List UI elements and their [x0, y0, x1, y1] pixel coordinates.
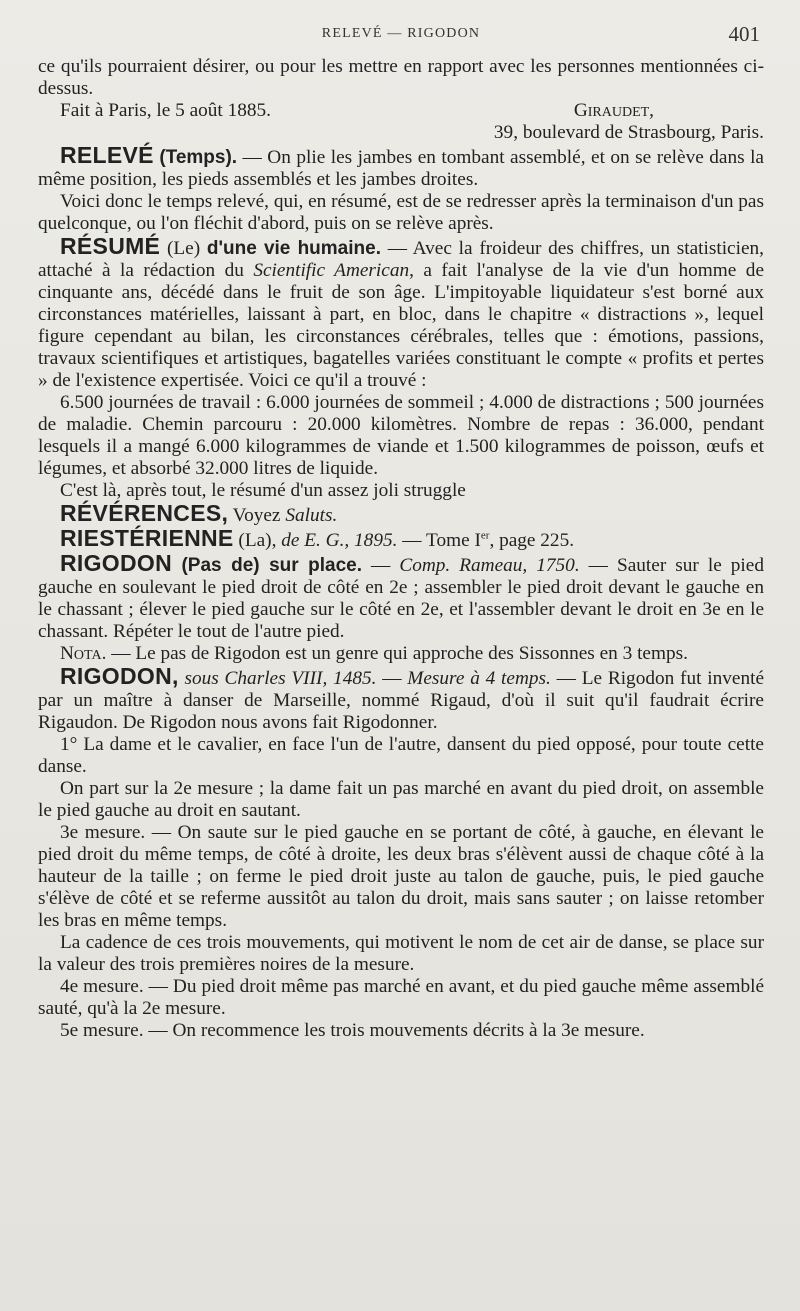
- paragraph-step-6: 5e mesure. — On recommence les trois mouvements décrits à la 3e mesure.: [60, 1020, 645, 1041]
- entry-rigodon-2-ital-1: sous Charles VIII, 1485.: [178, 668, 377, 689]
- headword-reverences: RÉVÉRENCES,: [60, 500, 229, 526]
- running-header: [38, 22, 764, 56]
- signature-date: Fait à Paris, le 5 août 1885.: [60, 100, 271, 121]
- entry-riesterienne-text-2: — Tome I: [397, 530, 481, 551]
- entry-releve: [38, 144, 764, 191]
- headword-resume-sub: d'une vie humaine.: [206, 238, 381, 259]
- paragraph-releve-2: Voici donc le temps relevé, qui, en résumé, est de se redresser après la terminaison d'un pas quelconque, ou l'on fléchit d'abord, puis on se relève après.: [38, 191, 764, 234]
- entry-reverences-text: Voyez: [228, 505, 286, 526]
- entry-releve-text: — On plie les jambes en tombant assemblé, et on se relève dans la même position, les pieds assemblés et les jambes droites.: [38, 147, 764, 190]
- entry-rigodon-1: [38, 552, 764, 643]
- signature-address: 39, boulevard de Strasbourg, Paris.: [493, 122, 764, 143]
- entry-riesterienne-text-1: (La),: [233, 530, 282, 551]
- entry-riesterienne-ital: de E. G., 1895.: [281, 530, 398, 551]
- entry-resume-text-2: , a fait l'analyse de la vie d'un homme de cinquante ans, décédé dans le fruit de son âge. L'impitoyable liquidateur s'est borné aux circonstances matérielles, laissant à part, en bloc, dans le chapitre « distractions », lequel figure cependant au bilan, les circonstances cérébrales, telles que : émotions, passions, travaux scientifiques et artistiques, bagatelles variées constituant le compte « profits et pertes » de l'existence expertisée. Voici ce qu'il a trouvé :: [38, 260, 765, 391]
- entry-rigodon-2-text: — Le Rigodon fut inventé par un maître à danser de Marseille, nommé Rigaud, d'où il suit qu'il faudrait écrire Rigaudon. De Rigodon nous avons fait Rigodonner.: [38, 668, 765, 733]
- signature-line: [38, 100, 764, 122]
- nota-label: Nota.: [60, 643, 107, 664]
- entry-rigodon-2: [38, 665, 764, 734]
- headword-releve: RELEVÉ: [60, 142, 154, 168]
- entry-reverences-ref: Saluts.: [285, 505, 338, 526]
- headword-riesterienne: RIESTÉRIENNE: [60, 525, 234, 551]
- headword-resume: RÉSUMÉ: [60, 233, 161, 259]
- entry-rigodon-1-text: — Sauter sur le pied gauche en soulevant le pied droit de côté en 2e ; assembler le pied droit devant le gauche en le chassant ; élever le pied gauche sur le côté en 2e, et l'assembler devant le droit en 3e en le chassant. Répéter le tout de l'autre pied.: [38, 555, 764, 642]
- entry-reverences: [38, 502, 764, 527]
- paragraph-step-3: 3e mesure. — On saute sur le pied gauche en se portant de côté, à gauche, en élevant le pied droit du même temps, de côté à droite, les deux bras s'élèvent aussi de chaque côté à la hauteur de la taille ; on ferme le pied droit juste au talon de gauche, puis, le pied gauche s'élève de côté et se referme aussitôt au talon du droit, mais sans sauter ; on laisse retomber les bras en même temps.: [38, 822, 764, 931]
- nota-text: — Le pas de Rigodon est un genre qui approche des Sissonnes en 3 temps.: [106, 643, 688, 664]
- paragraph-step-4: La cadence de ces trois mouvements, qui motivent le nom de cet air de danse, se place sur la valeur des trois premières noires de la mesure.: [38, 932, 764, 975]
- paragraph-continuation: ce qu'ils pourraient désirer, ou pour les mettre en rapport avec les personnes mentionnées ci-dessus.: [38, 56, 764, 99]
- running-title: RELEVÉ — RIGODON: [321, 26, 481, 41]
- paragraph-step-5: 4e mesure. — Du pied droit même pas marché en avant, et du pied gauche même assemblé sauté, qu'à la 2e mesure.: [38, 976, 764, 1019]
- journal-title: Scientific American: [253, 260, 410, 281]
- paragraph-resume-2: 6.500 journées de travail : 6.000 journées de sommeil ; 4.000 de distractions ; 500 journées de maladie. Chemin parcouru : 20.000 kilomètres. Nombre de repas : 36.000, pendant lesquels il a mangé 6.000 kilogrammes de viande et 1.500 kilogrammes de poisson, œufs et légumes, et absorbé 32.000 litres de liquide.: [38, 392, 764, 479]
- headword-resume-article: (Le): [160, 238, 207, 259]
- entry-resume: [38, 235, 764, 392]
- headword-rigodon-1: RIGODON: [60, 550, 172, 576]
- entry-resume-text-1: — Avec la froideur des chiffres, un statisticien, attaché à la rédaction du: [38, 238, 764, 281]
- page-body: [38, 56, 764, 1042]
- paragraph-nota: [38, 643, 764, 665]
- entry-rigodon-2-ital-2: Mesure à 4 temps.: [407, 668, 551, 689]
- headword-releve-sub: (Temps).: [159, 147, 238, 168]
- paragraph-step-1: 1° La dame et le cavalier, en face l'un de l'autre, dansent du pied opposé, pour toute cette danse.: [38, 734, 764, 777]
- entry-riesterienne: [38, 527, 764, 552]
- entry-rigodon-2-dash: —: [376, 668, 408, 689]
- headword-rigodon-2: RIGODON,: [60, 663, 179, 689]
- entry-riesterienne-text-3: , page 225.: [489, 530, 575, 551]
- signature-name: Giraudet,: [573, 100, 654, 121]
- entry-riesterienne-sup: er: [480, 529, 490, 542]
- paragraph-resume-3: C'est là, après tout, le résumé d'un assez joli struggle: [60, 480, 466, 501]
- headword-rigodon-1-sub: (Pas de) sur place.: [172, 555, 362, 576]
- page-number: 401: [728, 22, 760, 46]
- entry-rigodon-1-dash: —: [362, 555, 400, 576]
- paragraph-step-2: On part sur la 2e mesure ; la dame fait un pas marché en avant du pied droit, on assemble le pied gauche au droit en sautant.: [38, 778, 764, 821]
- entry-rigodon-1-ital: Comp. Rameau, 1750.: [399, 555, 580, 576]
